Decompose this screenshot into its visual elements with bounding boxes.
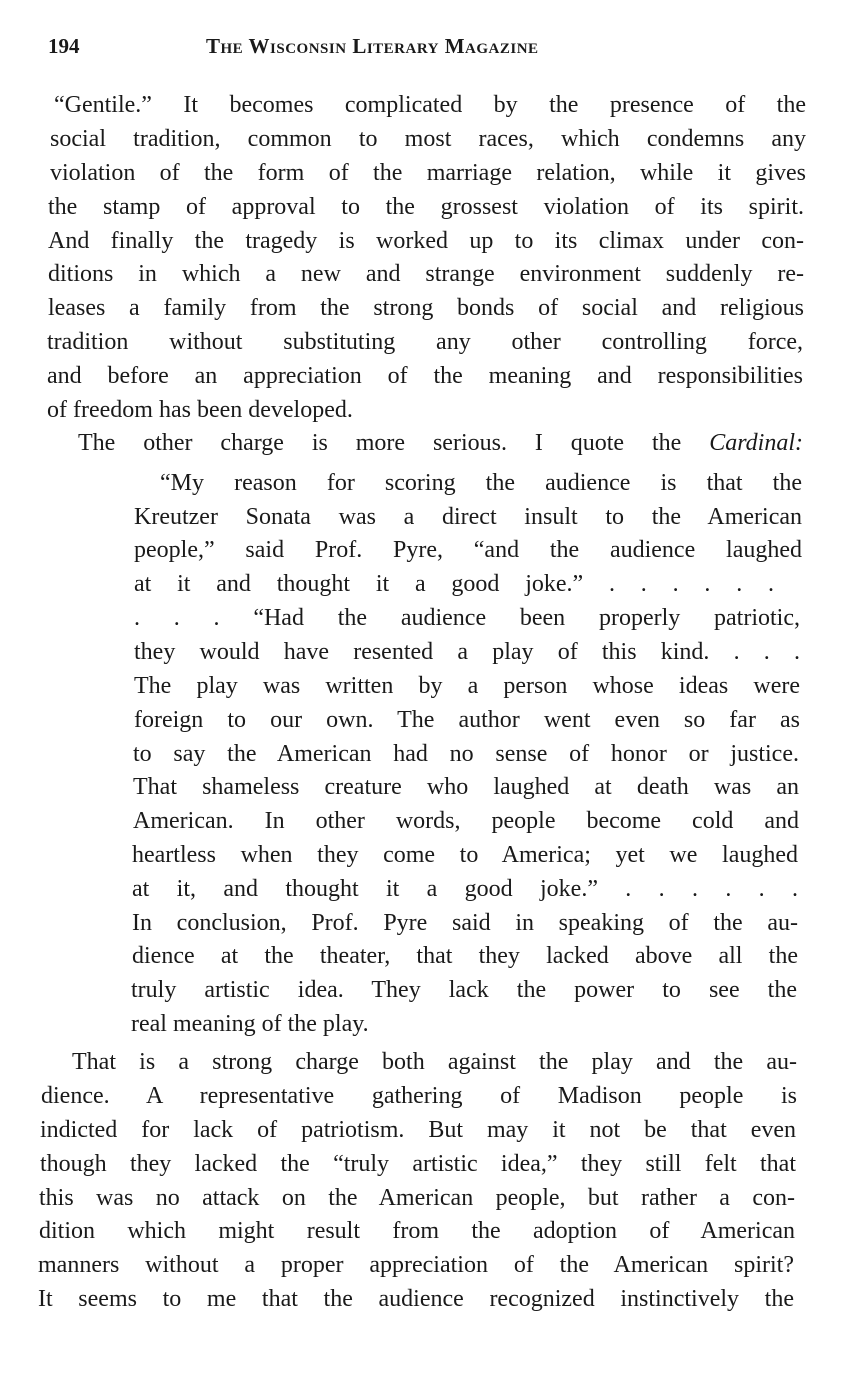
quote-line: In conclusion, Prof. Pyre said in speaking of the au- xyxy=(132,910,798,936)
paragraph-3-line: That is a strong charge both against the play and the au- xyxy=(72,1049,797,1075)
running-title: The Wisconsin Literary Magazine xyxy=(206,34,539,58)
paragraph-3-line: though they lacked the “truly artistic idea,” they still felt that xyxy=(40,1151,796,1177)
paragraph-3-line: dience. A representative gathering of Madison people is xyxy=(41,1083,797,1109)
quote-line: The play was written by a person whose ideas were xyxy=(134,673,800,699)
quote-line: dience at the theater, that they lacked above all the xyxy=(132,943,798,969)
paragraph-3-line: It seems to me that the audience recognized instinctively the xyxy=(38,1286,794,1312)
quote-line: they would have resented a play of this kind. . . . xyxy=(134,639,800,665)
paragraph-1-line: tradition without substituting any other controlling force, xyxy=(47,329,803,355)
paragraph-1-line: “Gentile.” It becomes complicated by the presence of the xyxy=(54,92,806,118)
paragraph-2-line xyxy=(78,428,803,458)
quote-line: heartless when they come to America; yet we laughed xyxy=(132,842,798,868)
page-header xyxy=(48,34,808,64)
quote-line: . . . “Had the audience been properly patriotic, xyxy=(134,605,800,631)
quote-line: That shameless creature who laughed at death was an xyxy=(133,774,799,800)
quote-line: to say the American had no sense of honor or justice. xyxy=(133,741,799,767)
paragraph-1-line: And finally the tragedy is worked up to its climax under con- xyxy=(48,228,804,254)
paragraph-1-line: social tradition, common to most races, which condemns any xyxy=(50,126,806,152)
quote-line: American. In other words, people become cold and xyxy=(133,808,799,834)
cardinal-title: Cardinal: xyxy=(709,430,803,456)
paragraph-1-line: leases a family from the strong bonds of social and religious xyxy=(48,295,804,321)
paragraph-3-line: this was no attack on the American people, but rather a con- xyxy=(39,1185,795,1211)
paragraph-1-line: the stamp of approval to the grossest violation of its spirit. xyxy=(48,194,804,220)
quote-line: foreign to our own. The author went even so far as xyxy=(134,707,800,733)
quote-line: people,” said Prof. Pyre, “and the audience laughed xyxy=(134,537,802,563)
page-number: 194 xyxy=(48,34,80,58)
quote-line: at it and thought it a good joke.” . . . . . . xyxy=(134,571,774,597)
paragraph-3-line: indicted for lack of patriotism. But may it not be that even xyxy=(40,1117,796,1143)
quote-line: at it, and thought it a good joke.” . . . . . . xyxy=(132,876,798,902)
paragraph-3-line: dition which might result from the adoption of American xyxy=(39,1218,795,1244)
paragraph-1-line: ditions in which a new and strange environment suddenly re- xyxy=(48,261,804,287)
quote-line: “My reason for scoring the audience is that the xyxy=(160,470,802,496)
quote-line: truly artistic idea. They lack the power to see the xyxy=(131,977,797,1003)
paragraph-2-lead: The other charge is more serious. I quote the xyxy=(78,430,710,456)
paragraph-1-line: violation of the form of the marriage relation, while it gives xyxy=(50,160,806,186)
paragraph-3-line: manners without a proper appreciation of the American spirit? xyxy=(38,1252,794,1278)
paragraph-1-line: and before an appreciation of the meaning and responsibilities xyxy=(47,363,803,389)
quote-line: real meaning of the play. xyxy=(131,1011,369,1037)
quote-line: Kreutzer Sonata was a direct insult to the American xyxy=(134,504,802,530)
paragraph-1-line: of freedom has been developed. xyxy=(47,397,353,423)
